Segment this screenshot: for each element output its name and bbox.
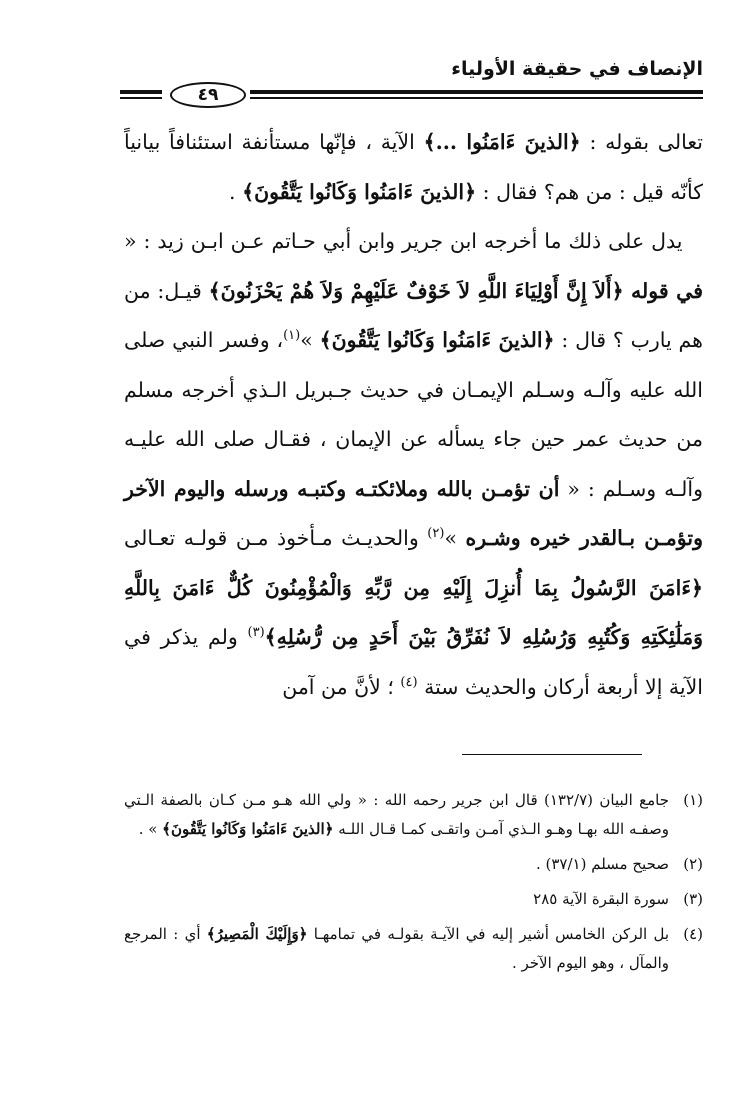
footnote-number: (٤) xyxy=(683,925,703,943)
paragraph-1 xyxy=(124,118,703,217)
footnote-number: (٣) xyxy=(683,890,703,908)
footnotes xyxy=(124,786,703,984)
text-run: والحديـث مـأخوذ مـن قولـه تعـالى xyxy=(124,526,428,550)
header-rule-long-thin xyxy=(250,97,703,99)
page-number-badge: ٤٩ xyxy=(170,82,246,108)
text-run: . xyxy=(229,179,243,204)
footnote-ref-3[interactable]: (٣) xyxy=(247,625,265,641)
footnote-4 xyxy=(124,920,703,978)
footnote-text: » . xyxy=(138,820,163,838)
footnote-text: صحيح مسلم (٣٧/١) . xyxy=(535,855,669,873)
footnote-text: جامع البيان (١٣٢/٧) قال ابن جرير رحمه الله : « ولي الله هـو مـن كـان بالصفة الـتي وصفـه الله بهـا وهـو الـذي آمـن واتقـى كمـا قـال اللـه xyxy=(124,791,669,838)
footnote-separator xyxy=(462,754,642,755)
footnote-text: سورة البقرة الآية ٢٨٥ xyxy=(533,890,669,908)
text-run: ولم يذكر في الآية إلا أربعة أركان والحديث ستة xyxy=(124,625,703,699)
footnote-ref-1[interactable]: (١) xyxy=(283,328,301,344)
quran-quote: ﴿الذينَ ءَامَنُوا وَكَانُوا يَتَّقُونَ﴾ xyxy=(162,820,334,838)
text-run: تعالى بقوله : xyxy=(580,130,703,154)
footnote-ref-4[interactable]: (٤) xyxy=(400,674,418,690)
paragraph-2 xyxy=(124,217,703,712)
main-text xyxy=(124,118,703,712)
quran-quote: ﴿الذينَ ءَامَنُوا ...﴾ xyxy=(423,130,581,154)
hadith-quote: أن تؤمـن بالله وملائكتـه وكتبـه ورسله واليوم الآخر وتؤمـن بـالقدر خيره وشـره xyxy=(124,476,703,550)
header-rule-short-thin xyxy=(120,97,162,99)
header-rule xyxy=(120,84,703,110)
quran-quote: ﴿وَإِلَيْكَ الْمَصِيرُ﴾ xyxy=(206,925,308,943)
text-run: » xyxy=(444,526,466,550)
text-run-bold: في قوله xyxy=(631,278,703,303)
header-rule-short xyxy=(120,90,162,94)
running-title: الإنصاف في حقيقة الأولياء xyxy=(451,58,703,80)
text-run: يدل على ذلك ما أخرجه ابن جرير وابن أبي حـاتم عـن ابـن زيد : « xyxy=(124,229,683,253)
footnote-ref-2[interactable]: (٢) xyxy=(427,526,445,542)
text-run: الآية ، فإنّها مستأنفة استئنافاً بيانياً كأنّه قيل : من هم؟ فقال : xyxy=(124,130,703,204)
footnote-1 xyxy=(124,786,703,844)
quran-quote: ﴿الذينَ ءَامَنُوا وَكَانُوا يَتَّقُونَ﴾ xyxy=(319,328,555,352)
footnote-3 xyxy=(124,885,703,914)
footnote-number: (١) xyxy=(683,791,703,809)
text-run: ، وفسر النبي صلى الله عليه وآلـه وسـلم الإيمـان في حديث جـبريل الـذي أخرجه مسلم من حديث عمر حين جاء يسأله عن الإيمان ، فقـال صلى الله عليـه وآلـه وسـلم : « xyxy=(124,328,703,501)
quran-quote: ﴿الذينَ ءَامَنُوا وَكَانُوا يَتَّقُونَ﴾ xyxy=(242,179,477,204)
footnote-text: بل الركن الخامس أشير إليه في الآيـة بقولـه في تمامهـا xyxy=(307,925,670,943)
header-rule-long xyxy=(250,90,703,94)
footnote-number: (٢) xyxy=(683,855,703,873)
text-run: » xyxy=(300,328,320,352)
text-run: قيـل: من هم يارب ؟ قال : xyxy=(124,278,703,352)
footnote-2 xyxy=(124,850,703,879)
quran-quote: ﴿ءَامَنَ الرَّسُولُ بِمَا أُنزِلَ إِلَيْهِ مِن رَّبِّهِ وَالْمُؤْمِنُونَ كُلٌّ ءَامَنَ بِاللَّهِ وَمَلَٰئِكَتِهِ وَكُتُبِهِ وَرُسُلِهِ لاَ نُفَرِّقُ بَيْنَ أَحَدٍ مِن رُّسُلِهِ﴾ xyxy=(124,575,703,649)
footnote-text: أي : المرجع والمآل ، وهو اليوم الآخر . xyxy=(124,925,669,972)
quran-quote: ﴿أَلاَ إِنَّ أَوْلِيَاءَ اللَّهِ لاَ خَوْفٌ عَلَيْهِمْ وَلاَ هُمْ يَحْزَنُونَ﴾ xyxy=(208,278,632,303)
text-run: ؛ لأنَّ من آمن xyxy=(282,674,401,699)
